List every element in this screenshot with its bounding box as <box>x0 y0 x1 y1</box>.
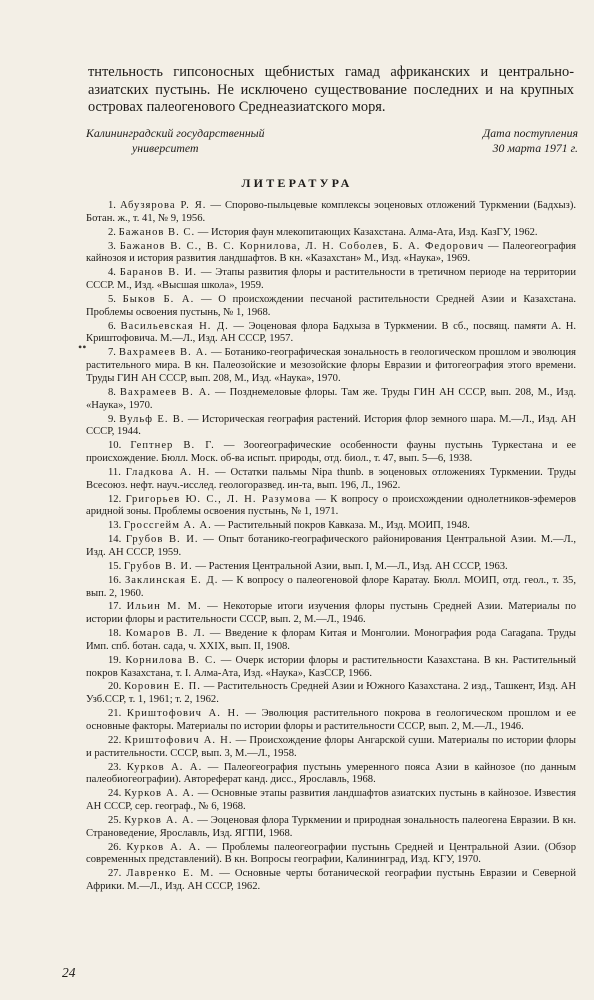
reference-item <box>86 575 576 601</box>
reference-number: 11. <box>108 466 121 478</box>
reference-author: Баранов В. И. <box>119 267 198 279</box>
reference-body: — Эоценовая флора Туркмении и природная зональность палеогена Евразии. В кн. Страноведение, Ярославль, Изд. ЯГПИ, 1968. <box>86 814 576 839</box>
reference-number: 8. <box>108 386 116 398</box>
affiliation-line-2: университет <box>132 141 199 155</box>
reference-body: — Эволюция растительного покрова в геологическом прошлом и ее основные факторы. Материалы по истории флоры и растительности СССР, вып. 2, М.—Л., 1946. <box>86 708 576 732</box>
reference-number: 16. <box>108 574 122 586</box>
reference-author: Корнилова В. С. <box>125 654 217 666</box>
reference-author: Курков А. А. <box>124 788 195 800</box>
margin-mark: •• <box>78 340 87 354</box>
reference-number: 3. <box>108 240 116 252</box>
reference-author: Бажанов В. С. <box>118 226 196 238</box>
reference-number: 5. <box>108 293 116 305</box>
reference-body: — Палеогеография пустынь умеренного пояса Азии в кайнозое (по данным палеобиогеографии). Автореферат канд. дисс., Ярославль, 1968. <box>86 761 576 786</box>
reference-body: — История фаун млекопитающих Казахстана. Алма-Ата, Изд. КазГУ, 1962. <box>195 226 538 238</box>
reference-body: — Остатки пальмы Nipa thunb. в эоценовых отложениях Туркмении. Труды Всесоюз. нефт. науч.-исслед. геологоразвед. ин-та, вып. 196, Л., 1962. <box>86 466 577 491</box>
intro-paragraph <box>88 64 574 117</box>
reference-author: Криштофович А. Н. <box>124 734 233 746</box>
reference-body: — Этапы развития флоры и растительности в третичном периоде на территории СССР. М., Изд. «Высшая школа», 1959. <box>86 267 576 292</box>
reference-number: 17. <box>108 601 122 613</box>
reference-item <box>86 842 576 868</box>
reference-body: — Основные черты ботанической географии пустынь Евразии и Северной Африки. М.—Л., Изд. АН СССР, 1962. <box>86 868 576 893</box>
author-affiliation <box>86 126 326 156</box>
reference-author: Комаров В. Л. <box>125 628 206 640</box>
reference-item <box>86 321 576 347</box>
reference-item <box>86 655 576 681</box>
reference-author: Вахрамеев В. А. <box>118 347 208 359</box>
reference-number: 20. <box>108 681 122 693</box>
reference-author: Гладкова А. Н. <box>125 466 211 478</box>
received-value: 30 марта 1971 г. <box>492 141 578 155</box>
reference-item <box>86 762 576 788</box>
reference-body: — Очерк истории флоры и растительности Казахстана. В кн. Растительный покров Казахстана, т. I. Алма-Ата, Изд. «Наука», КазССР, 1966. <box>86 654 576 679</box>
reference-body: — Введение к флорам Китая и Монголии. Монография рода Caragana. Труды Имп. спб. ботан. сада, ч. XXIX, вып. II, 1908. <box>86 628 576 652</box>
reference-number: 2. <box>108 226 116 238</box>
reference-number: 24. <box>108 788 122 800</box>
reference-body: — Проблемы палеогеографии пустынь Средней и Центральной Азии. (Обзор современных представлений). В кн. Вопросы географии, Калининград, Изд. КГУ, 1970. <box>86 841 576 866</box>
reference-body: — Опыт ботанико-географического районирования Центральной Азии. М.—Л., Изд. АН СССР, 1959. <box>86 534 576 558</box>
reference-item <box>86 868 576 894</box>
reference-body: — Эоценовая флора Бадхыза в Туркмении. В сб., посвящ. памяти А. Н. Криштофовича. М.—Л., Изд. АН СССР, 1957. <box>86 320 576 345</box>
reference-number: 22. <box>108 734 122 746</box>
reference-body: — Спорово-пыльцевые комплексы эоценовых отложений Туркмении (Бадхыз). Ботан. ж., т. 41, № 9, 1956. <box>86 200 576 224</box>
reference-body: — К вопросу о происхождении однолетников-эфемеров аридной зоны. Проблемы освоения пустынь, № 1, 1971. <box>86 493 576 518</box>
reference-number: 15. <box>108 560 122 572</box>
reference-number: 26. <box>108 841 122 853</box>
reference-number: 25. <box>108 814 122 826</box>
reference-item <box>86 681 576 707</box>
reference-author: Ильин М. М. <box>126 601 202 613</box>
reference-item <box>86 387 576 413</box>
reference-number: 27. <box>108 868 122 880</box>
reference-body: — К вопросу о палеогеновой флоре Каратау. Бюлл. МОИП, отд. геол., т. 35, вып. 2, 1960. <box>86 574 576 599</box>
reference-item <box>86 414 576 440</box>
reference-body: — Некоторые итоги изучения флоры пустынь Средней Азии. Материалы по истории флоры и растительности СССР, вып. 2, М.—Л., 1946. <box>86 601 576 626</box>
reference-item <box>86 494 576 520</box>
received-label: Дата поступления <box>482 126 578 140</box>
reference-number: 10. <box>108 440 122 452</box>
reference-body: — Позднемеловые флоры. Там же. Труды ГИН АН СССР, вып. 208, М., Изд. «Наука», 1970. <box>86 386 576 411</box>
reference-body: — Основные этапы развития ландшафтов азиатских пустынь в кайнозое. Известия АН СССР, сер. географ., № 6, 1968. <box>86 788 576 813</box>
reference-item <box>86 534 576 560</box>
reference-author: Криштофович А. Н. <box>126 708 240 720</box>
reference-item <box>86 440 576 466</box>
reference-item <box>86 561 576 574</box>
reference-number: 7. <box>108 347 116 359</box>
reference-item <box>86 200 576 226</box>
reference-item <box>86 815 576 841</box>
reference-author: Курков А. А. <box>124 814 195 826</box>
reference-item <box>86 520 576 533</box>
reference-number: 4. <box>108 267 116 279</box>
reference-body: — Растительность Средней Азии и Южного Казахстана. 2 изд., Ташкент, Изд. АН Узб.ССР, т. 1, 1961; т. 2, 1962. <box>86 681 576 706</box>
reference-item <box>86 628 576 654</box>
reference-body: — Зоогеографические особенности фауны пустынь Туркестана и ее происхождение. Бюлл. Моск. об-ва испыт. природы, отд. биол., т. 47, вып. 5—6, 1938. <box>86 440 576 464</box>
reference-author: Абузярова Р. Я. <box>119 200 207 211</box>
reference-author: Вахрамеев В. А. <box>119 386 212 398</box>
reference-body: — Историческая география растений. История флор земного шара. М.—Л., Изд. АН СССР, 1944. <box>86 413 577 438</box>
reference-body: — Происхождение флоры Ангарской суши. Материалы по истории флоры и растительности. СССР, вып. 3, М.—Л., 1958. <box>86 734 576 759</box>
reference-item <box>86 294 576 320</box>
reference-author: Грубов В. И. <box>123 560 193 572</box>
page-number: 24 <box>62 965 76 980</box>
reference-author: Гептнер В. Г. <box>130 440 215 452</box>
reference-number: 6. <box>108 320 116 332</box>
reference-author: Васильевская Н. Д. <box>120 320 229 332</box>
reference-author: Бажанов В. С., В. С. Корнилова, Л. Н. Соболев, Б. А. Федорович <box>119 240 485 252</box>
reference-number: 19. <box>108 654 122 666</box>
reference-author: Быков Б. А. <box>122 293 195 305</box>
reference-item <box>86 788 576 814</box>
reference-item <box>86 601 576 627</box>
reference-number: 23. <box>108 761 122 773</box>
reference-body: — Ботанико-географическая зональность в геологическом прошлом и эволюция растительного мира. В кн. Палеозойские и мезозойские флоры Евразии и фитогеография этого времени. Труды ГИН АН СССР, вып. 208, М., Изд. «Наука», 1970. <box>86 347 576 384</box>
reference-author: Вульф Е. В. <box>119 413 185 425</box>
reference-item <box>86 735 576 761</box>
reference-author: Лавренко Е. М. <box>126 868 215 880</box>
section-heading: ЛИТЕРАТУРА <box>241 176 353 190</box>
intro-text: тнтельность гипсоносных щебнистых гамад африканских и центрально-азиатских пустынь. Не исключено существование последних и на крупных островах палеогенового Среднеазиатского моря. <box>88 64 574 115</box>
reference-author: Гроссгейм А. А. <box>123 520 212 532</box>
reference-body: — Палеогеография кайнозоя и история развития ландшафтов. В кн. «Казахстан» М., Изд. «Наука», 1969. <box>86 240 576 265</box>
reference-author: Заклинская Е. Д. <box>124 574 219 586</box>
reference-body: — О происхождении песчаной растительности Средней Азии и Казахстана. Проблемы освоения пустынь, № 1, 1968. <box>86 293 577 318</box>
reference-number: 9. <box>108 413 116 425</box>
reference-author: Курков А. А. <box>126 841 201 853</box>
reference-number: 18. <box>108 628 122 640</box>
reference-author: Грубов В. И. <box>125 534 199 546</box>
reference-item <box>86 467 576 493</box>
reference-author: Курков А. А. <box>126 761 203 773</box>
reference-item <box>86 267 576 293</box>
reference-number: 1. <box>108 200 116 211</box>
reference-number: 21. <box>108 708 122 720</box>
reference-author: Григорьев Ю. С., Л. Н. Разумова <box>125 493 312 505</box>
reference-number: 12. <box>108 493 122 505</box>
reference-list <box>86 200 576 895</box>
reference-number: 14. <box>108 534 122 546</box>
received-date <box>438 126 578 156</box>
reference-item <box>86 227 576 240</box>
reference-item <box>86 347 576 385</box>
reference-body: — Растения Центральной Азии, вып. I, М.—Л., Изд. АН СССР, 1963. <box>192 560 508 572</box>
affiliation-line-1: Калининградский государственный <box>86 126 265 140</box>
reference-author: Коровин Е. П. <box>124 681 201 693</box>
reference-item <box>86 241 576 267</box>
reference-number: 13. <box>108 520 122 532</box>
reference-item <box>86 708 576 734</box>
reference-body: — Растительный покров Кавказа. М., Изд. МОИП, 1948. <box>211 520 470 532</box>
